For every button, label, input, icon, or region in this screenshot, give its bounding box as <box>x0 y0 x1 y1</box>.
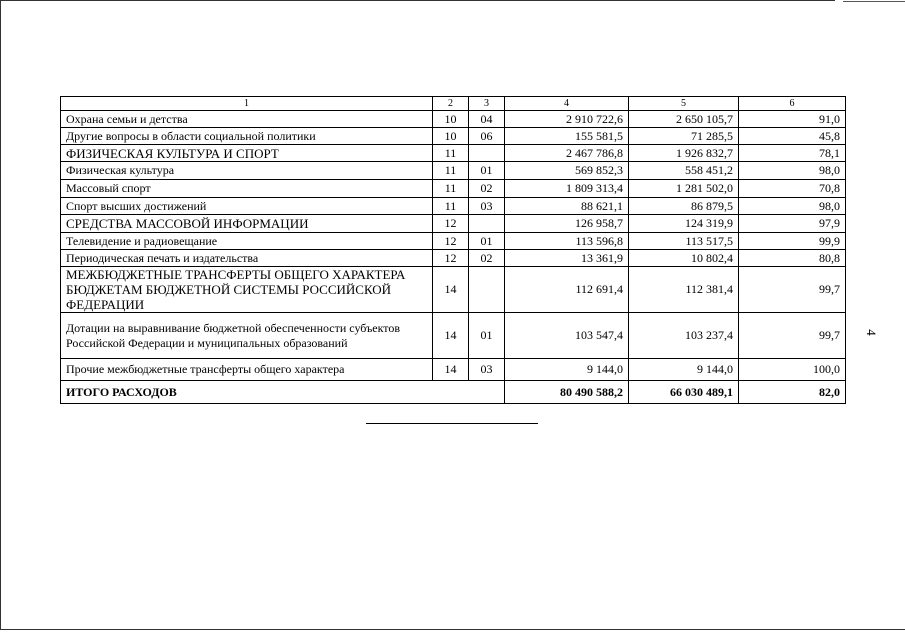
row-value-5: 103 237,4 <box>629 313 739 359</box>
table-row <box>61 145 846 162</box>
row-value-5: 112 381,4 <box>629 267 739 313</box>
table-row <box>61 128 846 145</box>
row-section-code: 12 <box>433 233 469 250</box>
row-name: Физическая культура <box>61 162 433 180</box>
row-value-4: 103 547,4 <box>505 313 629 359</box>
table-row <box>61 180 846 198</box>
row-value-5: 1 281 502,0 <box>629 180 739 198</box>
row-value-5: 10 802,4 <box>629 250 739 267</box>
row-section-code: 11 <box>433 162 469 180</box>
row-value-5: 113 517,5 <box>629 233 739 250</box>
column-number-5: 5 <box>629 97 739 111</box>
scan-border-top <box>0 0 835 1</box>
row-value-6: 91,0 <box>739 111 846 128</box>
row-subsection-code: 03 <box>469 198 505 215</box>
row-subsection-code <box>469 145 505 162</box>
total-row <box>61 381 846 404</box>
row-value-5: 558 451,2 <box>629 162 739 180</box>
row-value-4: 569 852,3 <box>505 162 629 180</box>
row-value-6: 98,0 <box>739 198 846 215</box>
expenditure-table <box>60 96 846 404</box>
table-row <box>61 233 846 250</box>
row-section-code: 12 <box>433 250 469 267</box>
row-value-5: 86 879,5 <box>629 198 739 215</box>
scan-border-left <box>0 0 1 630</box>
row-value-4: 13 361,9 <box>505 250 629 267</box>
row-name: Охрана семьи и детства <box>61 111 433 128</box>
row-value-5: 1 926 832,7 <box>629 145 739 162</box>
table-header-row <box>61 97 846 111</box>
row-value-6: 98,0 <box>739 162 846 180</box>
scan-border-top-right <box>843 1 905 2</box>
row-name: Прочие межбюджетные трансферты общего характера <box>61 359 433 381</box>
row-section-code: 11 <box>433 198 469 215</box>
table-row <box>61 359 846 381</box>
row-value-6: 78,1 <box>739 145 846 162</box>
column-number-4: 4 <box>505 97 629 111</box>
row-subsection-code: 01 <box>469 313 505 359</box>
row-section-code: 10 <box>433 111 469 128</box>
column-number-2: 2 <box>433 97 469 111</box>
table-row <box>61 111 846 128</box>
table-row <box>61 250 846 267</box>
row-value-5: 2 650 105,7 <box>629 111 739 128</box>
row-value-6: 45,8 <box>739 128 846 145</box>
row-subsection-code: 01 <box>469 233 505 250</box>
row-name: Периодическая печать и издательства <box>61 250 433 267</box>
row-value-6: 100,0 <box>739 359 846 381</box>
end-divider-line <box>366 423 538 424</box>
table-row <box>61 215 846 233</box>
row-subsection-code: 06 <box>469 128 505 145</box>
row-value-4: 113 596,8 <box>505 233 629 250</box>
row-subsection-code: 01 <box>469 162 505 180</box>
row-value-4: 2 910 722,6 <box>505 111 629 128</box>
table-row <box>61 267 846 313</box>
row-value-4: 1 809 313,4 <box>505 180 629 198</box>
page-number: 4 <box>863 329 879 336</box>
total-value-6: 82,0 <box>739 381 846 404</box>
row-subsection-code <box>469 267 505 313</box>
row-value-6: 99,9 <box>739 233 846 250</box>
table-row <box>61 198 846 215</box>
row-name: ФИЗИЧЕСКАЯ КУЛЬТУРА И СПОРТ <box>61 145 433 162</box>
row-value-6: 97,9 <box>739 215 846 233</box>
total-value-4: 80 490 588,2 <box>505 381 629 404</box>
row-value-6: 70,8 <box>739 180 846 198</box>
row-value-6: 99,7 <box>739 313 846 359</box>
row-section-code: 14 <box>433 359 469 381</box>
row-section-code: 11 <box>433 180 469 198</box>
row-name: Спорт высших достижений <box>61 198 433 215</box>
row-value-4: 155 581,5 <box>505 128 629 145</box>
row-section-code: 12 <box>433 215 469 233</box>
row-name: Массовый спорт <box>61 180 433 198</box>
table-row <box>61 313 846 359</box>
row-subsection-code: 02 <box>469 180 505 198</box>
row-value-5: 71 285,5 <box>629 128 739 145</box>
row-value-4: 126 958,7 <box>505 215 629 233</box>
row-section-code: 14 <box>433 267 469 313</box>
row-subsection-code <box>469 215 505 233</box>
column-number-6: 6 <box>739 97 846 111</box>
scan-border-bottom <box>0 629 905 630</box>
row-value-6: 99,7 <box>739 267 846 313</box>
column-number-1: 1 <box>61 97 433 111</box>
total-value-5: 66 030 489,1 <box>629 381 739 404</box>
row-value-4: 2 467 786,8 <box>505 145 629 162</box>
row-section-code: 10 <box>433 128 469 145</box>
total-label: ИТОГО РАСХОДОВ <box>61 381 505 404</box>
row-subsection-code: 02 <box>469 250 505 267</box>
row-section-code: 14 <box>433 313 469 359</box>
row-name: Другие вопросы в области социальной политики <box>61 128 433 145</box>
row-subsection-code: 03 <box>469 359 505 381</box>
column-number-3: 3 <box>469 97 505 111</box>
row-name: МЕЖБЮДЖЕТНЫЕ ТРАНСФЕРТЫ ОБЩЕГО ХАРАКТЕРА БЮДЖЕТАМ БЮДЖЕТНОЙ СИСТЕМЫ РОССИЙСКОЙ ФЕДЕРАЦИИ <box>61 267 433 313</box>
row-value-4: 88 621,1 <box>505 198 629 215</box>
row-name: Дотации на выравнивание бюджетной обеспеченности субъектов Российской Федерации и муниципальных образований <box>61 313 433 359</box>
row-value-6: 80,8 <box>739 250 846 267</box>
row-value-5: 124 319,9 <box>629 215 739 233</box>
row-value-4: 112 691,4 <box>505 267 629 313</box>
row-name: СРЕДСТВА МАССОВОЙ ИНФОРМАЦИИ <box>61 215 433 233</box>
row-section-code: 11 <box>433 145 469 162</box>
row-value-5: 9 144,0 <box>629 359 739 381</box>
row-value-4: 9 144,0 <box>505 359 629 381</box>
row-subsection-code: 04 <box>469 111 505 128</box>
row-name: Телевидение и радиовещание <box>61 233 433 250</box>
table-row <box>61 162 846 180</box>
